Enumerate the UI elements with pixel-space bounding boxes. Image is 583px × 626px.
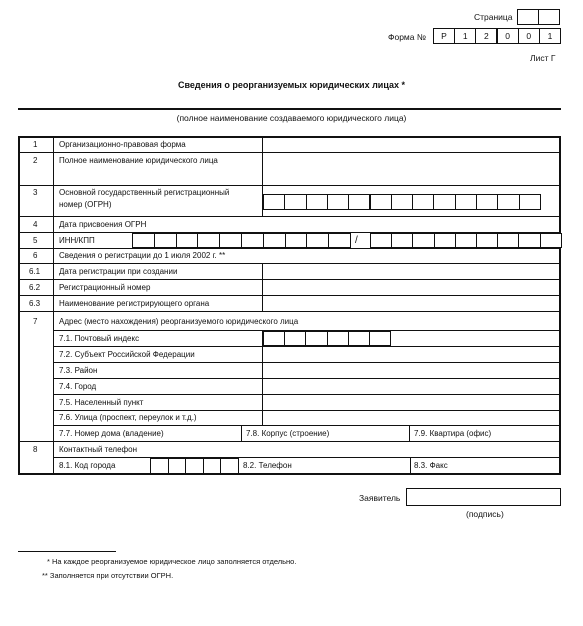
ogrn-digit-cell[interactable]	[370, 194, 392, 210]
city-code-digit-cell[interactable]	[168, 458, 187, 474]
page-label: Страница	[474, 12, 513, 22]
registration-date-input[interactable]	[263, 264, 559, 279]
applicant-label: Заявитель	[359, 493, 401, 503]
postal-digit-cell[interactable]	[348, 331, 370, 346]
ogrn-label-line2: номер (ОГРН)	[59, 200, 112, 209]
city-code-digit-cell[interactable]	[150, 458, 169, 474]
full-name-input[interactable]	[263, 153, 559, 185]
phone-input[interactable]	[300, 458, 408, 473]
postal-digit-cell[interactable]	[327, 331, 349, 346]
region-input[interactable]	[263, 347, 559, 362]
city-code-digit-cell[interactable]	[220, 458, 239, 474]
ogrn-digit-cell[interactable]	[284, 194, 306, 210]
row-number: 6.2	[29, 283, 41, 292]
registration-number-input[interactable]	[263, 280, 559, 295]
inn-digit-cell[interactable]	[306, 233, 329, 248]
contact-phone-label: Контактный телефон	[59, 445, 137, 454]
fax-label: 8.3. Факс	[414, 461, 448, 470]
postal-digit-cell[interactable]	[369, 331, 391, 346]
street-label: 7.6. Улица (проспект, переулок и т.д.)	[59, 413, 197, 422]
applicant-signature-field[interactable]	[406, 488, 561, 506]
street-input[interactable]	[263, 411, 559, 425]
row-number: 6.1	[29, 267, 41, 276]
form-title: Сведения о реорганизуемых юридических лицах *	[178, 80, 405, 90]
kpp-digit-cell[interactable]	[497, 233, 519, 248]
ogrn-date-label: Дата присвоения ОГРН	[59, 220, 147, 229]
legal-form-label: Организационно-правовая форма	[59, 140, 186, 149]
form-code-cell: 1	[454, 28, 476, 44]
form-code-cell: 2	[475, 28, 497, 44]
row-number: 3	[33, 188, 38, 197]
row-line	[53, 425, 560, 426]
ogrn-digit-cell[interactable]	[455, 194, 477, 210]
kpp-digit-cell[interactable]	[412, 233, 434, 248]
registration-before-2002-label: Сведения о регистрации до 1 июля 2002 г. **	[59, 251, 226, 260]
city-code-label: 8.1. Код города	[59, 461, 116, 470]
kpp-digit-cell[interactable]	[391, 233, 413, 248]
kpp-digit-cell[interactable]	[455, 233, 477, 248]
row-line	[19, 311, 560, 312]
row-number: 1	[33, 140, 38, 149]
inn-digit-cell[interactable]	[263, 233, 286, 248]
footnote-2: ** Заполняется при отсутствии ОГРН.	[42, 571, 174, 580]
form-code-cell: Р	[433, 28, 455, 44]
col-divider	[410, 457, 411, 474]
city-label: 7.4. Город	[59, 382, 97, 391]
col-divider	[409, 425, 410, 441]
registration-number-label: Регистрационный номер	[59, 283, 151, 292]
table-bottom-border	[18, 473, 561, 475]
page-number-cell-2[interactable]	[538, 9, 560, 25]
row-number: 5	[33, 236, 38, 245]
ogrn-digit-cell[interactable]	[263, 194, 285, 210]
ogrn-digit-cell[interactable]	[306, 194, 328, 210]
legal-form-input[interactable]	[263, 137, 559, 152]
address-label: Адрес (место нахождения) реорганизуемого юридического лица	[59, 317, 299, 326]
sheet-label: Лист Г	[530, 53, 556, 63]
inn-kpp-separator: /	[355, 235, 358, 246]
city-code-digit-cell[interactable]	[203, 458, 222, 474]
form-number-label: Форма №	[388, 32, 426, 42]
row-line	[19, 248, 560, 249]
ogrn-digit-cell[interactable]	[391, 194, 413, 210]
postal-digit-cell[interactable]	[263, 331, 285, 346]
footnote-separator	[18, 551, 116, 552]
phone-label: 8.2. Телефон	[243, 461, 292, 470]
region-label: 7.2. Субъект Российской Федерации	[59, 350, 195, 359]
registering-authority-input[interactable]	[263, 296, 559, 311]
ogrn-label-line1: Основной государственный регистрационный	[59, 188, 230, 197]
city-input[interactable]	[263, 379, 559, 394]
fax-input[interactable]	[460, 458, 558, 473]
page-number-cell-1[interactable]	[517, 9, 539, 25]
row-number: 2	[33, 156, 38, 165]
inn-digit-cell[interactable]	[241, 233, 264, 248]
registration-date-label: Дата регистрации при создании	[59, 267, 178, 276]
row-line	[19, 441, 560, 442]
entity-name-caption: (полное наименование создаваемого юридического лица)	[176, 113, 407, 123]
kpp-digit-cell[interactable]	[434, 233, 456, 248]
kpp-digit-cell[interactable]	[476, 233, 498, 248]
district-label: 7.3. Район	[59, 366, 98, 375]
postal-digit-cell[interactable]	[284, 331, 306, 346]
district-input[interactable]	[263, 363, 559, 378]
apartment-label: 7.9. Квартира (офис)	[414, 429, 492, 438]
kpp-digit-cell[interactable]	[518, 233, 540, 248]
house-number-input[interactable]	[330, 426, 408, 441]
full-name-label: Полное наименование юридического лица	[59, 156, 218, 165]
ogrn-date-input[interactable]	[263, 217, 559, 232]
col-divider	[241, 425, 242, 441]
inn-digit-cell[interactable]	[197, 233, 220, 248]
row-number: 6	[33, 251, 38, 260]
ogrn-digit-cell[interactable]	[327, 194, 349, 210]
number-column-divider	[53, 137, 54, 474]
inn-kpp-label: ИНН/КПП	[59, 236, 95, 245]
form-code-cell: 0	[518, 28, 540, 44]
house-number-label: 7.7. Номер дома (владение)	[59, 429, 164, 438]
locality-label: 7.5. Населенный пункт	[59, 398, 144, 407]
form-code-cell: 1	[539, 28, 561, 44]
inn-digit-cell[interactable]	[285, 233, 308, 248]
ogrn-digit-cell[interactable]	[412, 194, 434, 210]
inn-digit-cell[interactable]	[154, 233, 177, 248]
apartment-input[interactable]	[490, 426, 558, 441]
form-code-cell: 0	[497, 28, 519, 44]
row-number: 8	[33, 445, 38, 454]
building-label: 7.8. Корпус (строение)	[246, 429, 330, 438]
row-number: 4	[33, 220, 38, 229]
kpp-digit-cell[interactable]	[540, 233, 562, 248]
kpp-digit-cell[interactable]	[370, 233, 392, 248]
city-code-digit-cell[interactable]	[185, 458, 204, 474]
ogrn-digit-cell[interactable]	[348, 194, 370, 210]
row-number: 7	[33, 317, 38, 326]
signature-caption: (подпись)	[466, 509, 504, 519]
postal-code-label: 7.1. Почтовый индекс	[59, 334, 140, 343]
row-line	[19, 185, 560, 186]
inn-digit-cell[interactable]	[219, 233, 242, 248]
ogrn-digit-cell[interactable]	[519, 194, 541, 210]
ogrn-digit-cell[interactable]	[476, 194, 498, 210]
row-number: 6.3	[29, 299, 41, 308]
footnote-1: * На каждое реорганизуемое юридическое лицо заполняется отдельно.	[47, 557, 297, 566]
ogrn-digit-cell[interactable]	[497, 194, 519, 210]
inn-digit-cell[interactable]	[132, 233, 155, 248]
inn-digit-cell[interactable]	[328, 233, 351, 248]
ogrn-digit-cell[interactable]	[433, 194, 455, 210]
table-left-border	[18, 136, 20, 475]
locality-input[interactable]	[263, 395, 559, 410]
inn-digit-cell[interactable]	[176, 233, 199, 248]
postal-digit-cell[interactable]	[305, 331, 327, 346]
registering-authority-label: Наименование регистрирующего органа	[59, 299, 210, 308]
